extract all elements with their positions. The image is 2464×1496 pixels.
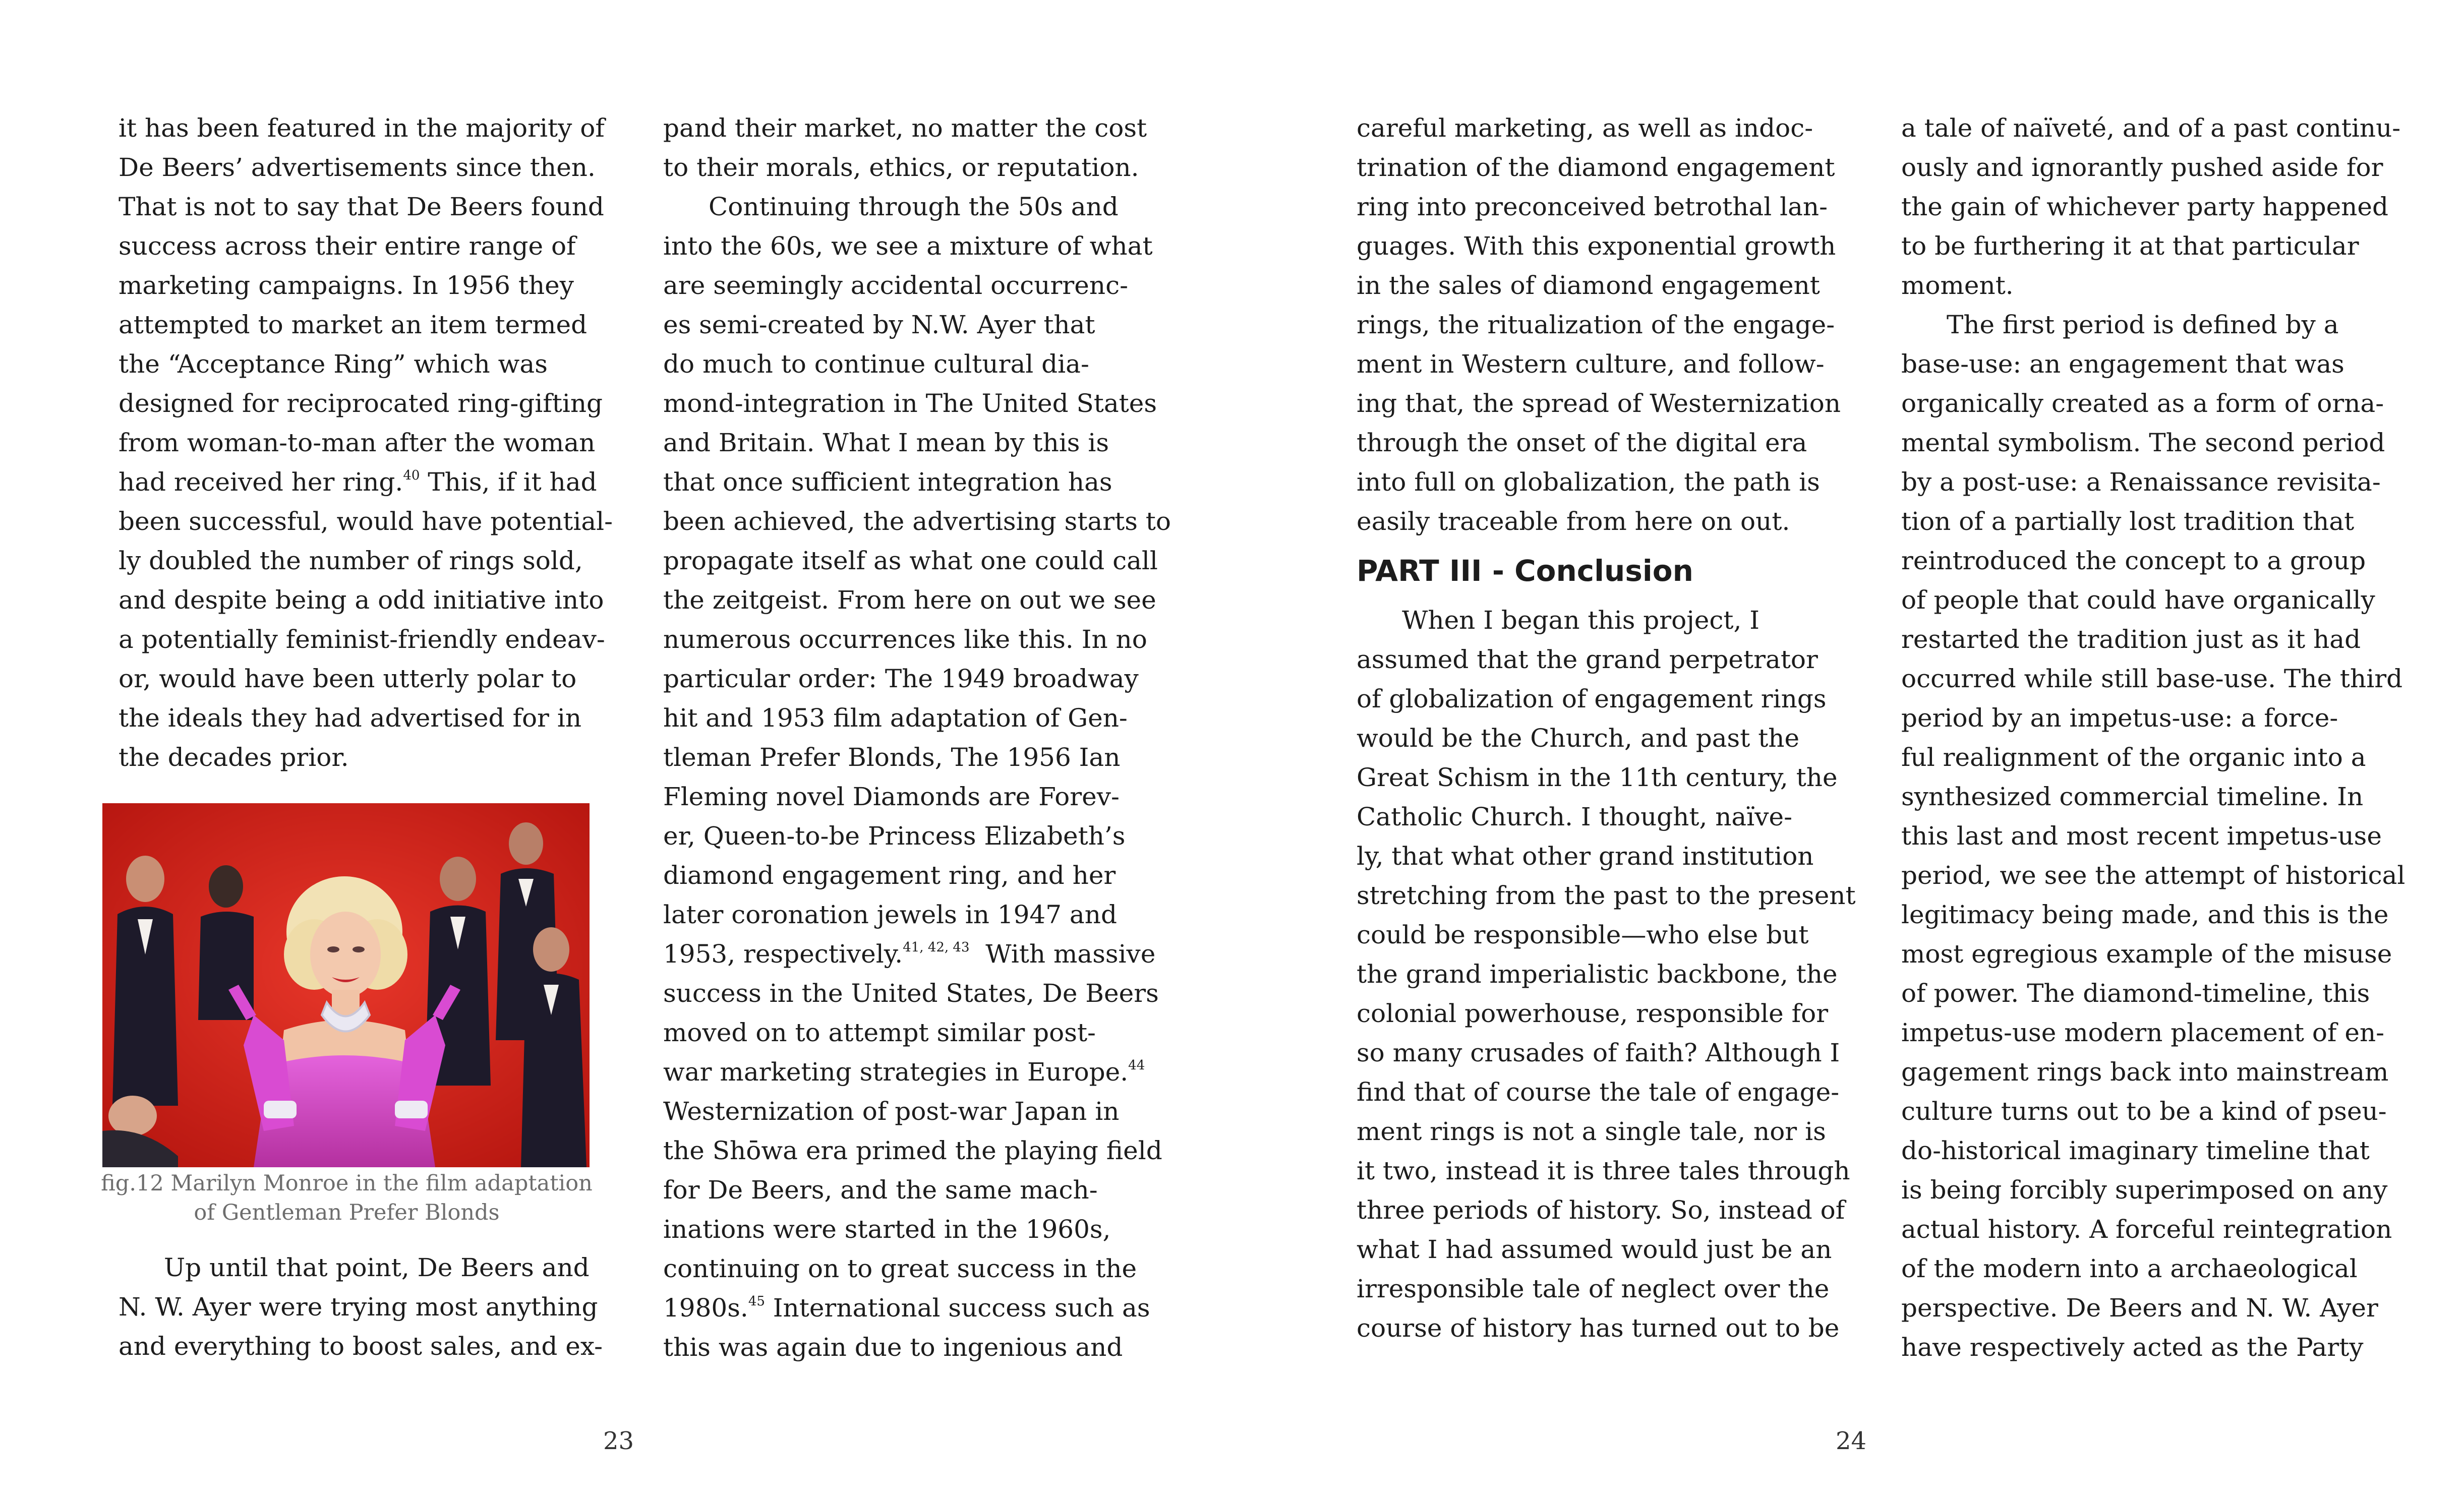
footnote-ref-44: 44 [1128,1058,1145,1073]
text-line: a tale of naïveté, and of a past continu- [1901,113,2401,143]
text-segment: 1953, respectively. [663,939,903,969]
text-line [663,934,1156,974]
text-line: ously and ignorantly pushed aside for [1901,153,2383,182]
text-line: the decades prior. [119,743,349,772]
text-line: the ideals they had advertised for in [119,703,582,733]
text-line: The first period is defined by a [1947,310,2339,339]
text-line: guages. With this exponential growth [1357,231,1836,261]
text-line: pand their market, no matter the cost [663,113,1147,143]
figure-caption [101,1169,593,1227]
text-line: particular order: The 1949 broadway [663,664,1139,693]
text-line: three periods of history. So, instead of [1357,1195,1845,1225]
text-line: the grand imperialistic backbone, the [1357,960,1838,989]
text-line: ly doubled the number of rings sold, [119,546,583,575]
text-line: irresponsible tale of neglect over the [1357,1274,1830,1303]
paragraph [119,1248,603,1366]
text-line: later coronation jewels in 1947 and [663,900,1117,929]
text-line: attempted to market an item termed [119,310,588,339]
paragraph [663,108,1147,187]
text-line: tion of a partially lost tradition that [1901,507,2355,536]
text-line: could be responsible—who else but [1357,920,1809,949]
text-line: careful marketing, as well as indoc- [1357,113,1813,143]
text-line: numerous occurrences like this. In no [663,625,1147,654]
text-line: es semi-created by N.W. Ayer that [663,310,1095,339]
text-line: stretching from the past to the present [1357,881,1856,910]
footnote-ref-45: 45 [748,1294,765,1309]
text-line: De Beers’ advertisements since then. [119,153,596,182]
text-line: synthesized commercial timeline. In [1901,782,2364,811]
left-page-column-1-after-figure [119,1248,603,1366]
text-line: and despite being a odd initiative into [119,585,604,615]
text-line: most egregious example of the misuse [1901,939,2392,969]
text-line: culture turns out to be a kind of pseu- [1901,1097,2387,1126]
text-line: ing that, the spread of Westernization [1357,389,1841,418]
text-line: ly, that what other grand institution [1357,842,1814,871]
text-line: mental symbolism. The second period [1901,428,2385,457]
paragraph [1357,108,1841,541]
text-line: that once sufficient integration has [663,467,1112,497]
paragraph [1901,108,2401,305]
text-line: N. W. Ayer were trying most anything [119,1292,598,1322]
text-line: That is not to say that De Beers found [119,192,604,221]
text-segment: International success such as [765,1293,1150,1323]
paragraph [1901,305,2406,1367]
text-line: the gain of whichever party happened [1901,192,2388,221]
text-line: have respectively acted as the Party [1901,1333,2364,1362]
text-line: is being forcibly superimposed on any [1901,1175,2388,1205]
paragraph [663,187,1171,1367]
text-segment: war marketing strategies in Europe. [663,1057,1129,1087]
text-line: the “Acceptance Ring” which was [119,349,548,379]
text-line: to their morals, ethics, or reputation. [663,153,1139,182]
footnote-ref-41-42-43: 41, 42, 43 [903,940,970,955]
text-line: the Shōwa era primed the playing field [663,1136,1162,1165]
text-line: Up until that point, De Beers and [164,1253,590,1282]
text-line: rings, the ritualization of the engage- [1357,310,1835,339]
text-line: Fleming novel Diamonds are Forev- [663,782,1120,811]
page-number-left: 23 [603,1427,634,1455]
text-line [663,1052,1147,1092]
text-line: designed for reciprocated ring-gifting [119,389,603,418]
text-line: into full on globalization, the path is [1357,467,1820,497]
text-line: course of history has turned out to be [1357,1313,1840,1343]
text-line: for De Beers, and the same mach- [663,1175,1098,1205]
right-page-column-1 [1357,108,1856,1348]
text-line [119,462,597,502]
text-line: legitimacy being made, and this is the [1901,900,2389,929]
text-line: ful realignment of the organic into a [1901,743,2366,772]
text-line: tleman Prefer Blonds, The 1956 Ian [663,743,1121,772]
text-line: reintroduced the concept to a group [1901,546,2366,575]
text-line: diamond engagement ring, and her [663,861,1116,890]
text-line: so many crusades of faith? Although I [1357,1038,1840,1067]
text-line: ment rings is not a single tale, nor is [1357,1117,1826,1146]
paragraph [119,108,613,777]
text-line: success in the United States, De Beers [663,979,1159,1008]
text-line: do much to continue cultural dia- [663,349,1089,379]
text-line: this last and most recent impetus-use [1901,821,2382,851]
text-line: in the sales of diamond engagement [1357,271,1820,300]
text-line: marketing campaigns. In 1956 they [119,271,574,300]
text-line: from woman-to-man after the woman [119,428,596,457]
text-line: continuing on to great success in the [663,1254,1137,1283]
text-segment: had received her ring. [119,467,403,497]
text-line: gagement rings back into mainstream [1901,1057,2389,1087]
text-line [663,1288,1150,1328]
page-number-right: 24 [1836,1427,1867,1455]
paragraph [1357,601,1856,1348]
text-line: base-use: an engagement that was [1901,349,2344,379]
text-line: into the 60s, we see a mixture of what [663,231,1153,261]
text-line: find that of course the tale of engage- [1357,1078,1840,1107]
text-line: organically created as a form of orna- [1901,389,2384,418]
text-line: Continuing through the 50s and [709,192,1119,221]
text-line: moved on to attempt similar post- [663,1018,1096,1047]
text-line: Great Schism in the 11th century, the [1357,763,1838,792]
text-line: Westernization of post-war Japan in [663,1097,1120,1126]
text-line: of people that could have organically [1901,585,2375,615]
text-line: trination of the diamond engagement [1357,153,1835,182]
text-line: and everything to boost sales, and ex- [119,1332,603,1361]
text-line: been achieved, the advertising starts to [663,507,1171,536]
text-line: er, Queen-to-be Princess Elizabeth’s [663,821,1126,851]
left-page-column-1 [119,108,613,777]
text-line: period by an impetus-use: a force- [1901,703,2338,733]
text-line: the zeitgeist. From here on out we see [663,585,1156,615]
text-line: impetus-use modern placement of en- [1901,1018,2385,1047]
text-line: are seemingly accidental occurrenc- [663,271,1128,300]
text-line: actual history. A forceful reintegration [1901,1215,2392,1244]
text-line: Catholic Church. I thought, naïve- [1357,802,1792,831]
footnote-ref-40: 40 [403,468,420,483]
text-line: mond-integration in The United States [663,389,1157,418]
text-line: colonial powerhouse, responsible for [1357,999,1829,1028]
text-line: through the onset of the digital era [1357,428,1807,457]
text-line: would be the Church, and past the [1357,724,1800,753]
text-line: inations were started in the 1960s, [663,1215,1111,1244]
text-line: been successful, would have potential- [119,507,613,536]
text-line: by a post-use: a Renaissance revisita- [1901,467,2381,497]
text-line: success across their entire range of [119,231,576,261]
text-line: When I began this project, I [1402,606,1760,635]
text-line: a potentially feminist-friendly endeav- [119,625,605,654]
caption-line: of Gentleman Prefer Blonds [194,1200,500,1225]
left-page-column-2 [663,108,1171,1367]
text-line: perspective. De Beers and N. W. Ayer [1901,1293,2378,1323]
text-line: what I had assumed would just be an [1357,1235,1832,1264]
text-line: period, we see the attempt of historical [1901,861,2406,890]
text-line: this was again due to ingenious and [663,1333,1123,1362]
text-line: hit and 1953 film adaptation of Gen- [663,703,1128,733]
text-line: of globalization of engagement rings [1357,684,1827,713]
text-line: do-historical imaginary timeline that [1901,1136,2370,1165]
text-line: easily traceable from here on out. [1357,507,1790,536]
text-line: ring into preconceived betrothal lan- [1357,192,1828,221]
text-segment: 1980s. [663,1293,748,1323]
film-still-marilyn-monroe-icon [102,803,590,1167]
text-line: it two, instead it is three tales through [1357,1156,1850,1185]
text-segment: This, if it had [420,467,597,497]
text-line: of power. The diamond-timeline, this [1901,979,2370,1008]
right-page-column-2 [1901,108,2406,1367]
text-segment: With massive [969,939,1156,969]
caption-line: fig.12 Marilyn Monroe in the film adaptation [101,1171,593,1196]
text-line: and Britain. What I mean by this is [663,428,1109,457]
text-line: propagate itself as what one could call [663,546,1158,575]
text-line: ment in Western culture, and follow- [1357,349,1825,379]
text-line: or, would have been utterly polar to [119,664,577,693]
text-line: assumed that the grand perpetrator [1357,645,1818,674]
text-line: to be furthering it at that particular [1901,231,2359,261]
text-line: it has been featured in the majority of [119,113,605,143]
text-line: of the modern into a archaeological [1901,1254,2358,1283]
text-line: occurred while still base-use. The third [1901,664,2403,693]
text-line: restarted the tradition just as it had [1901,625,2361,654]
section-heading: PART III - Conclusion [1357,554,1693,588]
text-line: moment. [1901,271,2014,300]
